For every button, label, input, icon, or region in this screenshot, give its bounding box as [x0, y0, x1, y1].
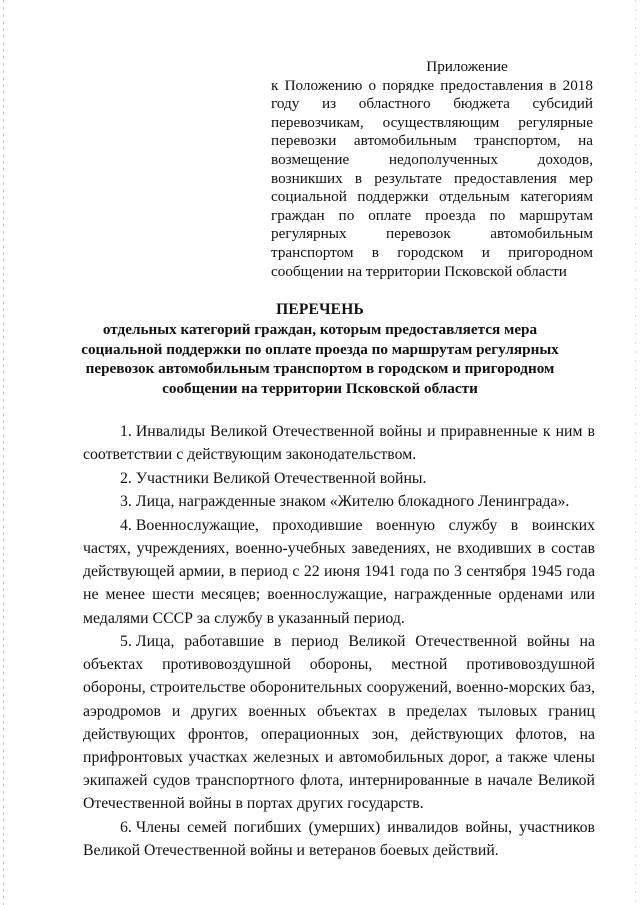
item-text: Инвалиды Великой Отечественной войны и приравненные к ним в соответствии с действующим законодательством. — [83, 423, 595, 464]
item-number: 4. — [120, 516, 132, 534]
appendix-text: к Положению о порядке предоставления в 2018 году из областного бюджета субсидий перевозчикам, осуществляющим регулярные перевозки автомобильным транспортом, на возмещение недополученных доходов, возникших в результате предоставления мер социальной поддержки отдельным категориям граждан по оплате проезда по маршрутам регулярных перевозок автомобильным транспортом в городском и пригородном сообщении на территории Псковской области — [271, 76, 593, 280]
category-list — [83, 420, 595, 863]
item-number: 1. — [120, 423, 132, 440]
item-number: 6. — [120, 818, 132, 836]
appendix-title: Приложение — [426, 58, 508, 75]
item-text: Члены семей погибших (умерших) инвалидов войны, участников Великой Отечественной войны и ветеранов боевых действий. — [83, 818, 595, 860]
list-title: ПЕРЕЧЕНЬ — [276, 301, 364, 318]
item-text: Лица, работавшие в период Великой Отечественной войны на объектах противовоздушной обороны, местной противовоздушной обороны, строительстве оборонительных сооружений, военно-морских баз, аэродромов и других военных объектах в пределах тыловых границ действующих фронтов, операционных зон, действующих флотов, на прифронтовых участках железных и автомобильных дорог, а также члены экипажей судов транспортного флота, интернированные в начале Великой Отечественной войны в портах других государств. — [83, 633, 595, 813]
item-number: 5. — [120, 633, 132, 651]
list-item — [83, 420, 595, 466]
list-item — [83, 514, 595, 630]
item-number: 2. — [120, 469, 132, 487]
scan-edge-right — [635, 0, 636, 905]
list-item — [83, 490, 595, 513]
list-item — [83, 816, 595, 862]
list-heading — [80, 300, 560, 399]
list-subtitle: отдельных категорий граждан, которым предоставляется мера социальной поддержки по оплате проезда по маршрутам регулярных перевозок автомобильным транспортом в городском и пригородном сообщении на территории Псковской области — [81, 320, 559, 398]
item-number: 3. — [120, 493, 132, 511]
list-item — [83, 467, 595, 490]
item-text: Военнослужащие, проходившие военную службу в воинских частях, учреждениях, военно-учебных заведениях, не входивших в состав действующей армии, в период с 22 июня 1941 года по 3 сентября 1945 года не менее шести месяцев; военнослужащие, награжденные орденами или медалями СССР за службу в указанный период. — [83, 516, 595, 627]
list-item — [83, 630, 595, 816]
item-text: Лица, награжденные знаком «Жителю блокадного Ленинграда». — [135, 493, 570, 511]
scan-edge-left — [3, 0, 4, 905]
item-text: Участники Великой Отечественной войны. — [135, 469, 427, 487]
appendix-block — [271, 58, 593, 281]
